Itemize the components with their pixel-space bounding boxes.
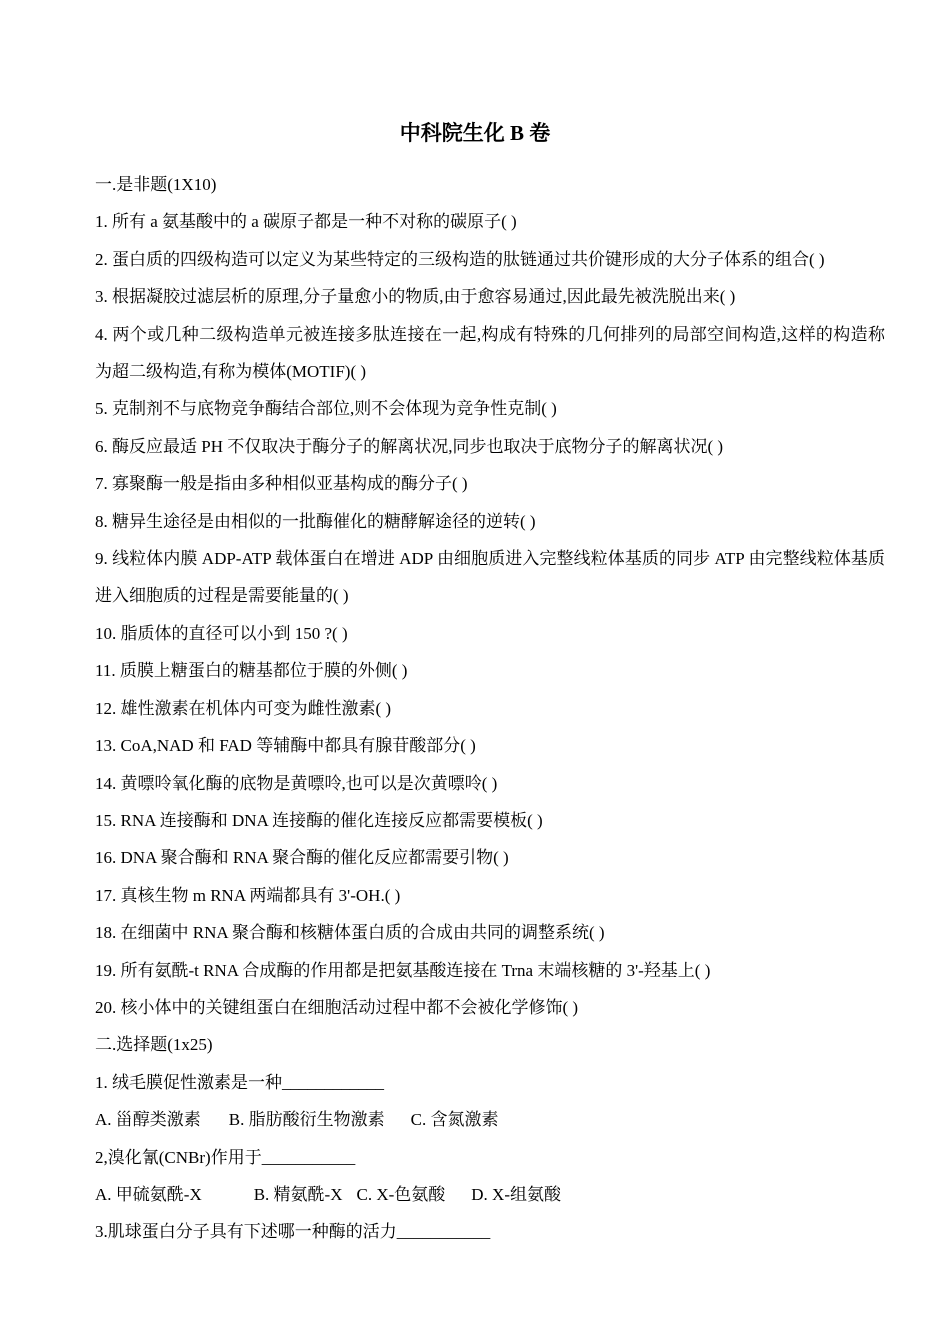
- question-item: 9. 线粒体内膜 ADP-ATP 载体蛋白在增进 ADP 由细胞质进入完整线粒体基质的同步 ATP 由完整线粒体基质进入细胞质的过程是需要能量的( ): [95, 549, 885, 606]
- question-item: 5. 克制剂不与底物竞争酶结合部位,则不会体现为竞争性克制( ): [95, 399, 557, 419]
- question-item: 11. 质膜上糖蛋白的糖基都位于膜的外侧( ): [95, 661, 408, 681]
- question-item: 3. 根据凝胶过滤层析的原理,分子量愈小的物质,由于愈容易通过,因此最先被洗脱出来( ): [95, 287, 736, 307]
- question-stem: 3.肌球蛋白分子具有下述哪一种酶的活力___________: [95, 1222, 491, 1242]
- question-item: 14. 黄嘌呤氧化酶的底物是黄嘌呤,也可以是次黄嘌呤( ): [95, 773, 498, 793]
- document-body: [95, 166, 885, 1251]
- question-item: 20. 核小体中的关键组蛋白在细胞活动过程中都不会被化学修饰( ): [95, 997, 579, 1017]
- question-stem: 1. 绒毛膜促性激素是一种____________: [95, 1072, 384, 1092]
- question-item: 17. 真核生物 m RNA 两端都具有 3'-OH.( ): [95, 885, 401, 905]
- option-c: C. 含氮激素: [410, 1110, 499, 1130]
- question-item: 6. 酶反应最适 PH 不仅取决于酶分子的解离状况,同步也取决于底物分子的解离状况( ): [95, 436, 724, 456]
- option-a: A. 甾醇类激素: [95, 1110, 201, 1130]
- question-item: 12. 雄性激素在机体内可变为雌性激素( ): [95, 698, 392, 718]
- option-b: B. 脂肪酸衍生物激素: [228, 1110, 385, 1130]
- option-a: A. 甲硫氨酰-X: [95, 1184, 202, 1204]
- question-item: 10. 脂质体的直径可以小到 150 ?( ): [95, 623, 348, 643]
- question-item: 16. DNA 聚合酶和 RNA 聚合酶的催化反应都需要引物( ): [95, 848, 509, 868]
- question-item: 13. CoA,NAD 和 FAD 等辅酶中都具有腺苷酸部分( ): [95, 736, 476, 756]
- option-row: [95, 1101, 885, 1138]
- option-c: C. X-色氨酸: [356, 1184, 446, 1204]
- section-heading: 一.是非题(1X10): [95, 175, 217, 194]
- question-item: 15. RNA 连接酶和 DNA 连接酶的催化连接反应都需要模板( ): [95, 810, 543, 830]
- question-item: 1. 所有 a 氨基酸中的 a 碳原子都是一种不对称的碳原子( ): [95, 212, 517, 232]
- question-item: 8. 糖异生途径是由相似的一批酶催化的糖酵解途径的逆转( ): [95, 511, 536, 531]
- section-heading: 二.选择题(1x25): [95, 1035, 213, 1055]
- option-d: D. X-组氨酸: [471, 1184, 561, 1204]
- question-item: 4. 两个或几种二级构造单元被连接多肽连接在一起,构成有特殊的几何排列的局部空间构造,这样的构造称为超二级构造,有称为模体(MOTIF)( ): [95, 324, 885, 382]
- question-item: 2. 蛋白质的四级构造可以定义为某些特定的三级构造的肽链通过共价键形成的大分子体系的组合( ): [95, 249, 825, 269]
- question-item: 19. 所有氨酰-t RNA 合成酶的作用都是把氨基酸连接在 Trna 末端核糖的 3'-羟基上( ): [95, 960, 711, 980]
- option-row: [95, 1176, 885, 1213]
- question-stem: 2,溴化氰(CNBr)作用于___________: [95, 1147, 356, 1167]
- page-title: 中科院生化 B 卷: [399, 121, 551, 145]
- question-item: 7. 寡聚酶一般是指由多种相似亚基构成的酶分子( ): [95, 474, 468, 494]
- option-b: B. 精氨酰-X: [253, 1184, 343, 1204]
- question-item: 18. 在细菌中 RNA 聚合酶和核糖体蛋白质的合成由共同的调整系统( ): [95, 923, 605, 943]
